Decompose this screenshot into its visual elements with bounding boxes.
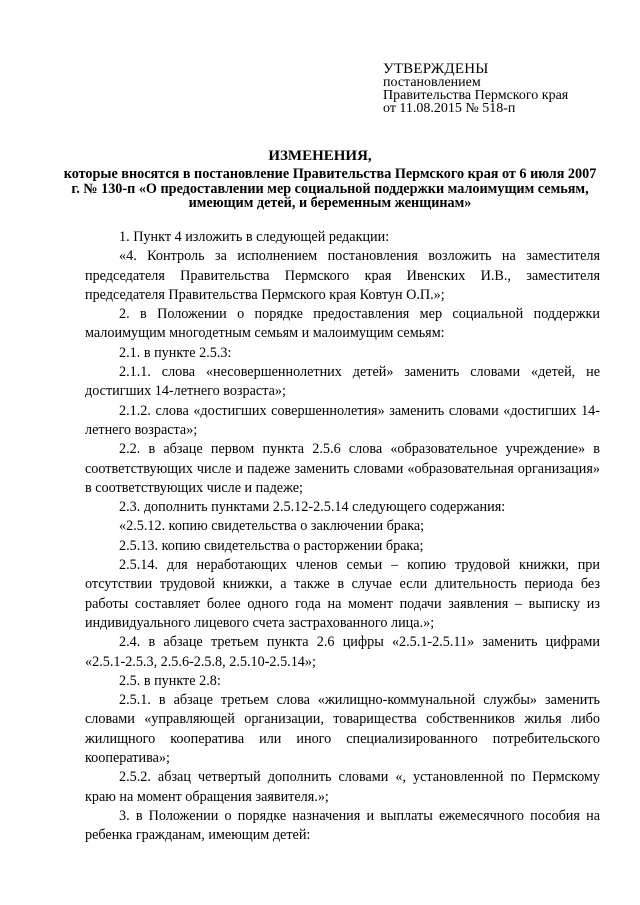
- paragraph: 2.4. в абзаце третьем пункта 2.6 цифры «2.5.1-2.5.11» заменить цифрами «2.5.1-2.5.3, 2.5.6-2.5.8, 2.5.10-2.5.14»;: [85, 634, 600, 670]
- paragraph: 2.5.1. в абзаце третьем слова «жилищно-коммунальной службы» заменить словами «управляющей организации, товарищества собственников жилья либо жилищного кооператива или иного специализированного потребительского кооператива»;: [85, 692, 600, 767]
- paragraph: 2.5.2. абзац четвертый дополнить словами «, установленной по Пермскому краю на момент обращения заявителя.»;: [85, 769, 600, 805]
- paragraph: 2.2. в абзаце первом пункта 2.5.6 слова «образовательное учреждение» в соответствующих числе и падеже заменить словами «образовательная организация» в соответствующих числе и падеже;: [85, 441, 600, 496]
- paragraph: «2.5.12. копию свидетельства о заключении брака;: [119, 518, 425, 535]
- paragraph: 2.1. в пункте 2.5.3:: [119, 344, 232, 361]
- paragraph: 2.5.13. копию свидетельства о расторжении брака;: [119, 537, 424, 554]
- paragraph: 2.5.14. для неработающих членов семьи – копию трудовой книжки, при отсутствии трудовой книжки, а также в случае если длительность периода без работы составляет более одного года на момент подачи заявления – выписку из индивидуального лицевого счета застрахованного лица.»;: [85, 557, 600, 631]
- approval-line: постановлением: [383, 75, 481, 90]
- paragraph: «4. Контроль за исполнением постановления возложить на заместителя председателя Правительства Пермского края Ивенских И.В., заместителя председателя Правительства Пермского края Ковтун О.П.»;: [85, 248, 600, 303]
- paragraph: 2.1.1. слова «несовершеннолетних детей» заменить словами «детей, не достигших 14-летнего возраста»;: [85, 364, 600, 400]
- paragraph: 2. в Положении о порядке предоставления мер социальной поддержки малоимущим многодетным семьям и малоимущим семьям:: [85, 306, 600, 342]
- paragraph: 2.5. в пункте 2.8:: [119, 672, 221, 689]
- paragraph: 2.3. дополнить пунктами 2.5.12-2.5.14 следующего содержания:: [119, 499, 506, 516]
- approval-line: Правительства Пермского края: [383, 88, 569, 103]
- document-body: [85, 228, 600, 846]
- paragraph: 2.1.2. слова «достигших совершеннолетия» заменить словами «достигших 14-летнего возраста»;: [85, 402, 600, 438]
- approval-stamp: [383, 63, 568, 115]
- approval-heading: УТВЕРЖДЕНЫ: [383, 61, 489, 77]
- paragraph: 3. в Положении о порядке назначения и выплаты ежемесячного пособия на ребенка гражданам, имеющим детей:: [85, 807, 600, 844]
- paragraph: 1. Пункт 4 изложить в следующей редакции:: [119, 229, 390, 245]
- approval-date: от 11.08.2015 № 518-п: [383, 101, 516, 116]
- document-title: ИЗМЕНЕНИЯ,: [268, 148, 372, 164]
- document-subtitle: которые вносятся в постановление Правительства Пермского края от 6 июля 2007 г. № 130-п «О предоставлении мер социальной поддержки малоимущим семьям, имеющим детей, и беременным женщинам»: [63, 166, 597, 211]
